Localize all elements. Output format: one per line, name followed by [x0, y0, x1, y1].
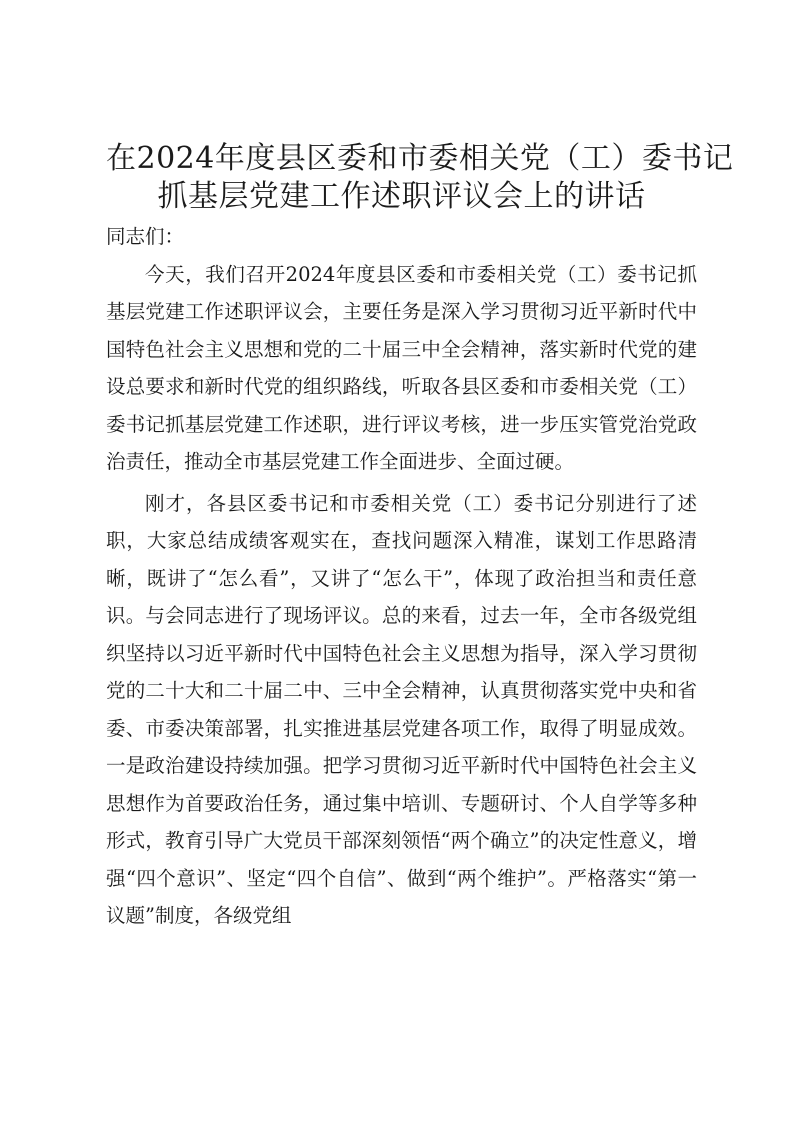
title-line-2: 抓基层党建工作述职评议会上的讲话 [157, 179, 646, 214]
paragraph-1: 今天，我们召开2024年度县区委和市委相关党（工）委书记抓基层党建工作述职评议会，主要任务是深入学习贯彻习近平新时代中国特色社会主义思想和党的二十届三中全会精神，落实新时代党的建设总要求和新时代党的组织路线，听取各县区委和市委相关党（工）委书记抓基层党建工作述职，进行评议考核，进一步压实管党治党政治责任，推动全市基层党建工作全面进步、全面过硬。 [106, 262, 697, 473]
paragraph-2: 刚才，各县区委书记和市委相关党（工）委书记分别进行了述职，大家总结成绩客观实在，查找问题深入精准，谋划工作思路清晰，既讲了“怎么看”，又讲了“怎么干”，体现了政治担当和责任意识。与会同志进行了现场评议。总的来看，过去一年，全市各级党组织坚持以习近平新时代中国特色社会主义思想为指导，深入学习贯彻党的二十大和二十届二中、三中全会精神，认真贯彻落实党中央和省委、市委决策部署，扎实推进基层党建各项工作，取得了明显成效。一是政治建设持续加强。把学习贯彻习近平新时代中国特色社会主义思想作为首要政治任务，通过集中培训、专题研讨、个人自学等多种形式，教育引导广大党员干部深刻领悟“两个确立”的决定性意义，增强“四个意识”、坚定“四个自信”、做到“两个维护”。严格落实“第一议题”制度，各级党组 [106, 491, 697, 927]
title-line-1: 在2024年度县区委和市委相关党（工）委书记 [106, 141, 734, 176]
document-title [106, 140, 734, 216]
salutation: 同志们： [106, 225, 185, 248]
